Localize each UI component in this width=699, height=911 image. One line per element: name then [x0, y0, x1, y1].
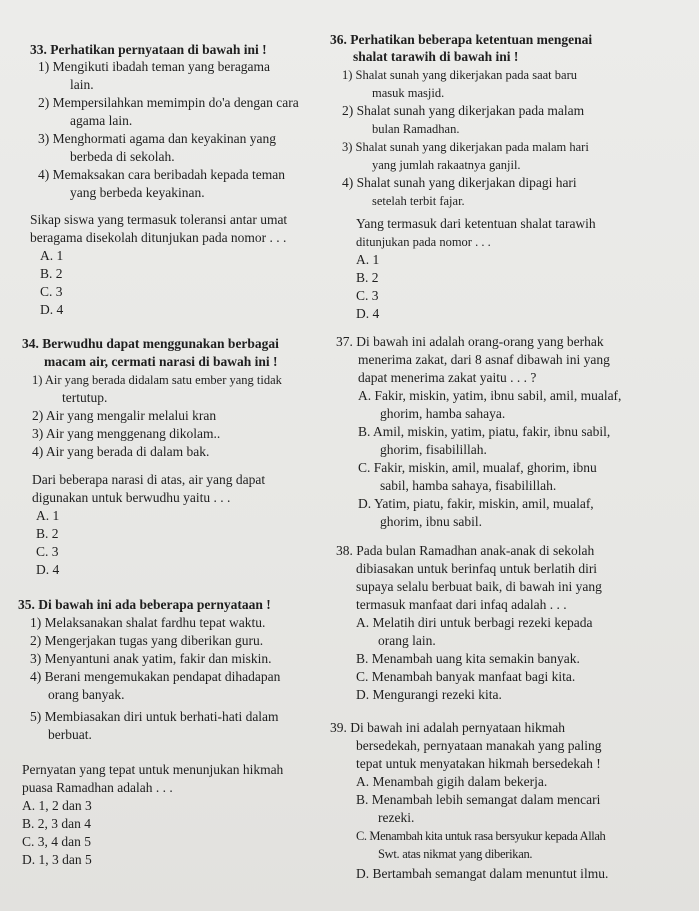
q35-option-d: D. 1, 3 dan 5: [22, 852, 92, 867]
q36-statement-4-cont: setelah terbit fajar.: [372, 194, 465, 208]
q34-statement-2: 2) Air yang mengalir melalui kran: [32, 408, 217, 423]
q35-option-b: B. 2, 3 dan 4: [22, 816, 91, 831]
q33-title: 33. Perhatikan pernyataan di bawah ini !: [30, 42, 267, 57]
q38-title-cont-1: dibiasakan untuk berinfaq untuk berlatih diri: [356, 561, 598, 576]
q35-title: 35. Di bawah ini ada beberapa pernyataan !: [18, 597, 271, 612]
q35-stem: Pernyatan yang tepat untuk menunjukan hikmah: [22, 762, 284, 777]
q37-option-d: D. Yatim, piatu, fakir, miskin, amil, mualaf,: [358, 496, 594, 511]
q38-option-a-cont: orang lain.: [378, 633, 436, 648]
q35-statement-3: 3) Menyantuni anak yatim, fakir dan miskin.: [30, 651, 272, 666]
q33-statement-4-cont: yang berbeda keyakinan.: [70, 185, 205, 200]
q36-option-d: D. 4: [356, 306, 380, 321]
q33-statement-4: 4) Memaksakan cara beribadah kepada teman: [38, 167, 286, 182]
q36-option-b: B. 2: [356, 270, 379, 285]
q37-option-c: C. Fakir, miskin, amil, mualaf, ghorim, ibnu: [358, 460, 597, 475]
q33-option-a: A. 1: [40, 248, 64, 263]
q34-statement-3: 3) Air yang menggenang dikolam..: [32, 426, 221, 441]
q35-statement-5-cont: berbuat.: [48, 727, 92, 742]
q39-title: 39. Di bawah ini adalah pernyataan hikmah: [330, 720, 566, 735]
q36-title: 36. Perhatikan beberapa ketentuan mengenai: [330, 32, 593, 47]
q36-statement-1: 1) Shalat sunah yang dikerjakan pada saat baru: [342, 68, 577, 82]
q34-title: 34. Berwudhu dapat menggunakan berbagai: [22, 336, 279, 351]
q37-option-c-cont: sabil, hamba sahaya, fisabilillah.: [380, 478, 557, 493]
q33-stem: Sikap siswa yang termasuk toleransi antar umat: [30, 212, 288, 227]
q38-option-b: B. Menambah uang kita semakin banyak.: [356, 651, 580, 666]
q34-statement-1: 1) Air yang berada didalam satu ember yang tidak: [32, 373, 282, 387]
q37-option-b: B. Amil, miskin, yatim, piatu, fakir, ibnu sabil,: [358, 424, 611, 439]
q36-statement-3: 3) Shalat sunah yang dikerjakan pada malam hari: [342, 140, 589, 154]
q38-option-d: D. Mengurangi rezeki kita.: [356, 687, 502, 702]
q36-option-a: A. 1: [356, 252, 380, 267]
q34-stem-cont: digunakan untuk berwudhu yaitu . . .: [32, 490, 231, 505]
q33-statement-2: 2) Mempersilahkan memimpin do'a dengan cara: [38, 95, 299, 110]
q33-statement-1: 1) Mengikuti ibadah teman yang beragama: [38, 59, 271, 74]
q39-option-b-cont: rezeki.: [378, 810, 415, 825]
q37-title-cont-2: dapat menerima zakat yaitu . . . ?: [358, 370, 537, 385]
q36-stem: Yang termasuk dari ketentuan shalat tarawih: [356, 216, 596, 231]
q33-statement-3: 3) Menghormati agama dan keyakinan yang: [38, 131, 277, 146]
q34-statement-1-cont: tertutup.: [62, 390, 108, 405]
q34-option-d: D. 4: [36, 562, 60, 577]
q35-stem-cont: puasa Ramadhan adalah . . .: [22, 780, 173, 795]
q38-option-a: A. Melatih diri untuk berbagi rezeki kepada: [356, 615, 593, 630]
q36-statement-3-cont: yang jumlah rakaatnya ganjil.: [372, 158, 521, 172]
q33-statement-3-cont: berbeda di sekolah.: [70, 149, 175, 164]
q35-statement-4-cont: orang banyak.: [48, 687, 125, 702]
q36-statement-2-cont: bulan Ramadhan.: [372, 122, 460, 136]
q34-stem: Dari beberapa narasi di atas, air yang dapat: [32, 472, 266, 487]
q38-title: 38. Pada bulan Ramadhan anak-anak di sekolah: [336, 543, 595, 558]
q37-option-a: A. Fakir, miskin, yatim, ibnu sabil, amil, mualaf,: [358, 388, 622, 403]
q39-title-cont-2: tepat untuk menyatakan hikmah bersedekah !: [356, 756, 601, 771]
q36-statement-1-cont: masuk masjid.: [372, 86, 445, 100]
q33-statement-1-cont: lain.: [70, 77, 94, 92]
q34-option-a: A. 1: [36, 508, 60, 523]
q33-option-d: D. 4: [40, 302, 64, 317]
q33-option-c: C. 3: [40, 284, 63, 299]
q37-option-b-cont: ghorim, fisabilillah.: [380, 442, 487, 457]
q36-statement-4: 4) Shalat sunah yang dikerjakan dipagi hari: [342, 175, 577, 190]
q35-option-c: C. 3, 4 dan 5: [22, 834, 91, 849]
q34-statement-4: 4) Air yang berada di dalam bak.: [32, 444, 210, 459]
q35-statement-5: 5) Membiasakan diri untuk berhati-hati dalam: [30, 709, 279, 724]
q34-title-cont: macam air, cermati narasi di bawah ini !: [44, 354, 278, 369]
q39-title-cont-1: bersedekah, pernyataan manakah yang paling: [356, 738, 602, 753]
q38-option-c: C. Menambah banyak manfaat bagi kita.: [356, 669, 576, 684]
q39-option-d: D. Bertambah semangat dalam menuntut ilmu.: [356, 866, 609, 881]
q36-title-cont: shalat tarawih di bawah ini !: [353, 49, 519, 64]
q37-title-cont-1: menerima zakat, dari 8 asnaf dibawah ini yang: [358, 352, 610, 367]
q33-stem-cont: beragama disekolah ditunjukan pada nomor . . .: [30, 230, 287, 245]
q37-title: 37. Di bawah ini adalah orang-orang yang berhak: [336, 334, 604, 349]
q39-option-c: C. Menambah kita untuk rasa bersyukur kepada Allah: [356, 829, 606, 843]
q33-option-b: B. 2: [40, 266, 63, 281]
q35-option-a: A. 1, 2 dan 3: [22, 798, 92, 813]
q38-title-cont-3: termasuk manfaat dari infaq adalah . . .: [356, 597, 567, 612]
q35-statement-2: 2) Mengerjakan tugas yang diberikan guru.: [30, 633, 264, 648]
q35-statement-4: 4) Berani mengemukakan pendapat dihadapan: [30, 669, 281, 684]
q39-option-c-cont: Swt. atas nikmat yang diberikan.: [378, 847, 533, 861]
q34-option-b: B. 2: [36, 526, 59, 541]
q38-title-cont-2: supaya selalu berbuat baik, di bawah ini yang: [356, 579, 602, 594]
q37-option-a-cont: ghorim, hamba sahaya.: [380, 406, 506, 421]
q33-statement-2-cont: agama lain.: [70, 113, 133, 128]
q36-statement-2: 2) Shalat sunah yang dikerjakan pada malam: [342, 103, 585, 118]
q36-stem-cont: ditunjukan pada nomor . . .: [356, 235, 491, 249]
q39-option-a: A. Menambah gigih dalam bekerja.: [356, 774, 548, 789]
q39-option-b: B. Menambah lebih semangat dalam mencari: [356, 792, 601, 807]
q36-option-c: C. 3: [356, 288, 379, 303]
q34-option-c: C. 3: [36, 544, 59, 559]
q35-statement-1: 1) Melaksanakan shalat fardhu tepat waktu.: [30, 615, 266, 630]
q37-option-d-cont: ghorim, ibnu sabil.: [380, 514, 482, 529]
